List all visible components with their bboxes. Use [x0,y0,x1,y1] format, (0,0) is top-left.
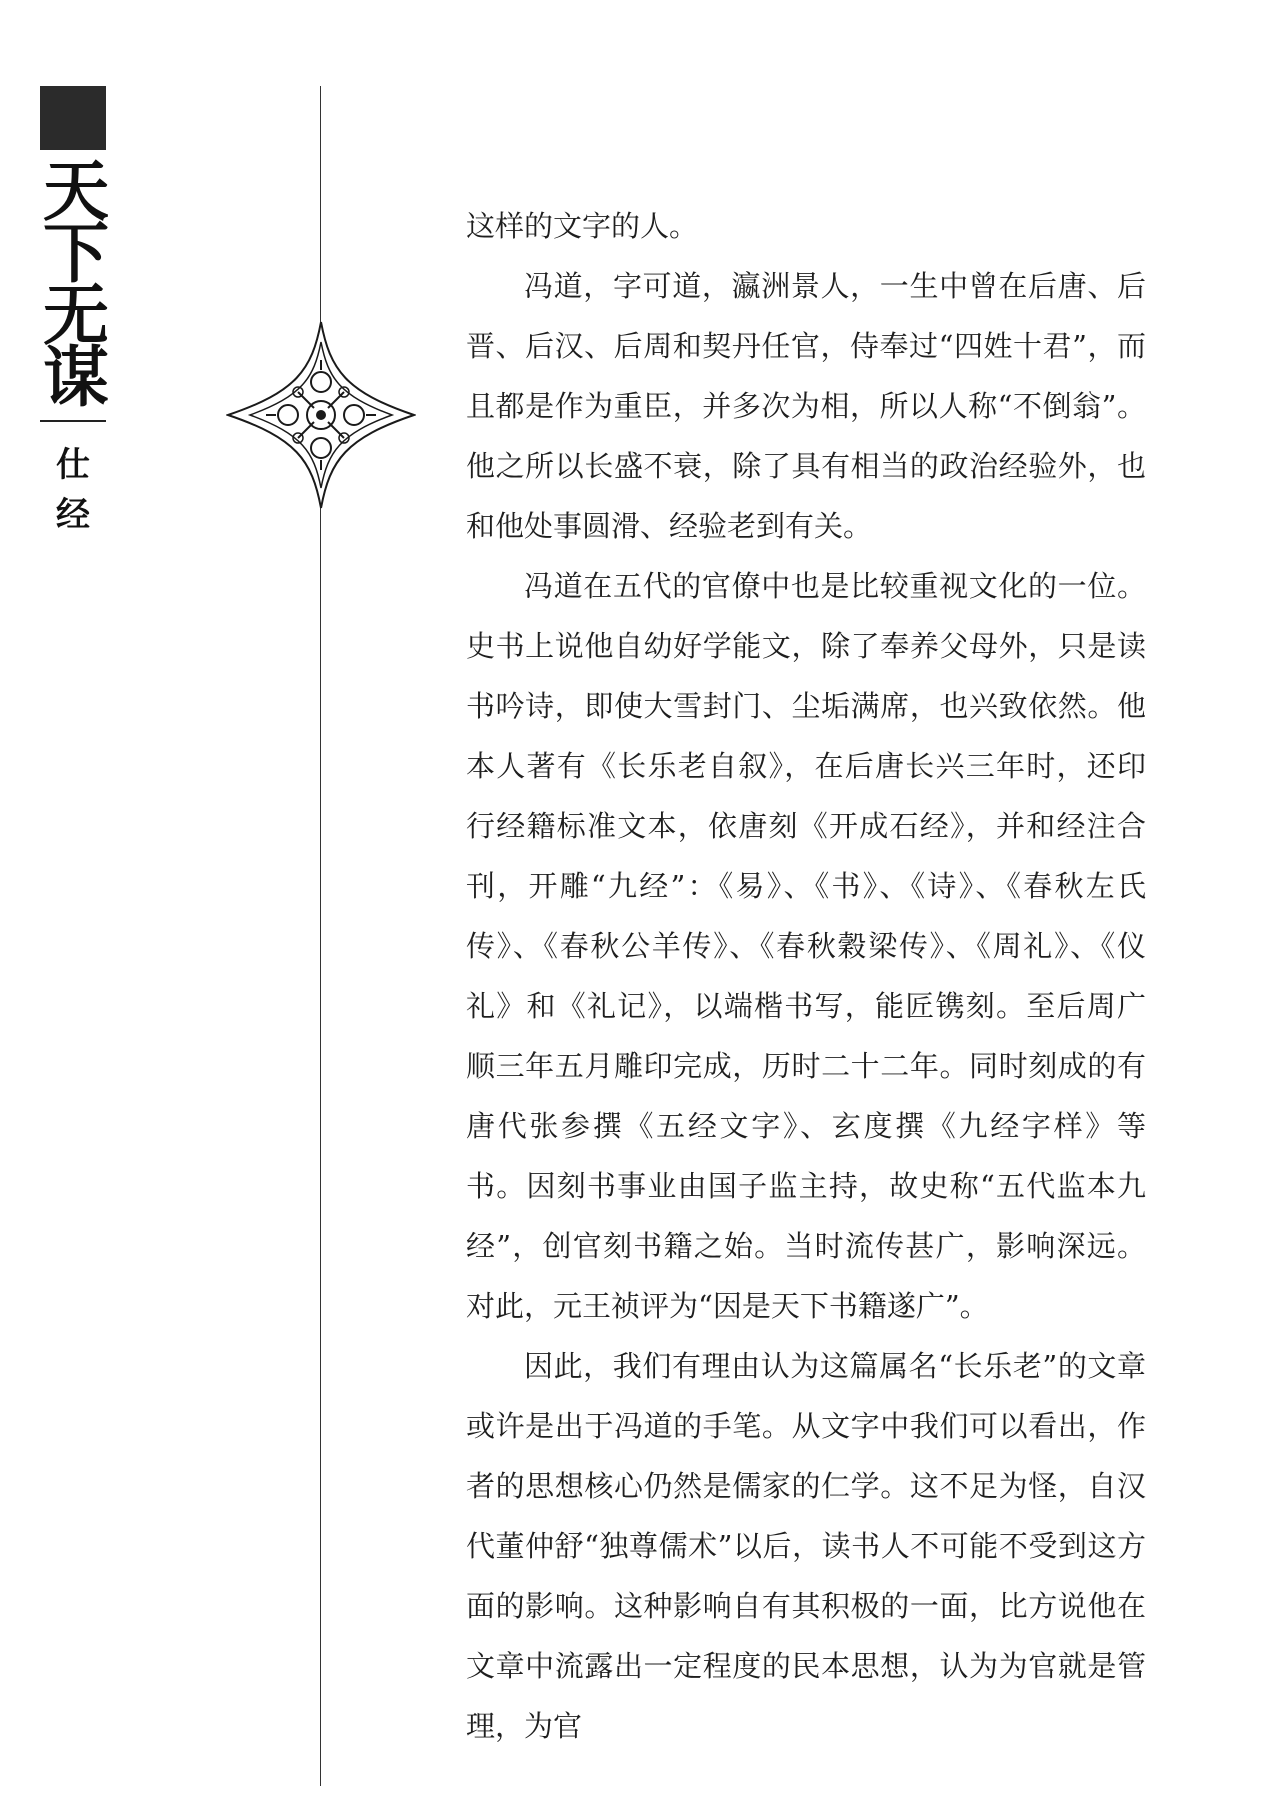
chapter-title: 仕经 [56,445,90,535]
paragraph: 冯道在五代的官僚中也是比较重视文化的一位。史书上说他自幼好学能文，除了奉养父母外，只是读书吟诗，即使大雪封门、尘垢满席，也兴致依然。他本人著有《长乐老自叙》，在后唐长兴三年时，还印行经籍标准文本，依唐刻《开成石经》，并和经注合刊，开雕“九经”：《易》、《书》、《诗》、《春秋左氏传》、《春秋公羊传》、《春秋穀梁传》、《周礼》、《仪礼》和《礼记》，以端楷书写，能匠镌刻。至后周广顺三年五月雕印完成，历时二十二年。同时刻成的有唐代张参撰《五经文字》、玄度撰《九经字样》等书。因刻书事业由国子监主持，故史称“五代监本九经”，创官刻书籍之始。当时流传甚广，影响深远。对此，元王祯评为“因是天下书籍遂广”。 [466,569,1146,1323]
paragraph: 这样的文字的人。 [466,209,699,243]
sidebar-block [40,86,106,150]
book-title: 天下无谋 [43,152,109,416]
paragraph: 冯道，字可道，瀛洲景人，一生中曾在后唐、后晋、后汉、后周和契丹任官，侍奉过“四姓十君”，而且都是作为重臣，并多次为相，所以人称“不倒翁”。他之所以长盛不衰，除了具有相当的政治经验外，也和他处事圆滑、经验老到有关。 [466,269,1146,543]
ornament-icon [226,320,416,510]
body-text [466,196,1146,1756]
paragraph: 因此，我们有理由认为这篇属名“长乐老”的文章或许是出于冯道的手笔。从文字中我们可以看出，作者的思想核心仍然是儒家的仁学。这不足为怪，自汉代董仲舒“独尊儒术”以后，读书人不可能不受到这方面的影响。这种影响自有其积极的一面，比方说他在文章中流露出一定程度的民本思想，认为为官就是管理，为官 [466,1349,1146,1743]
sidebar-divider [40,420,106,422]
